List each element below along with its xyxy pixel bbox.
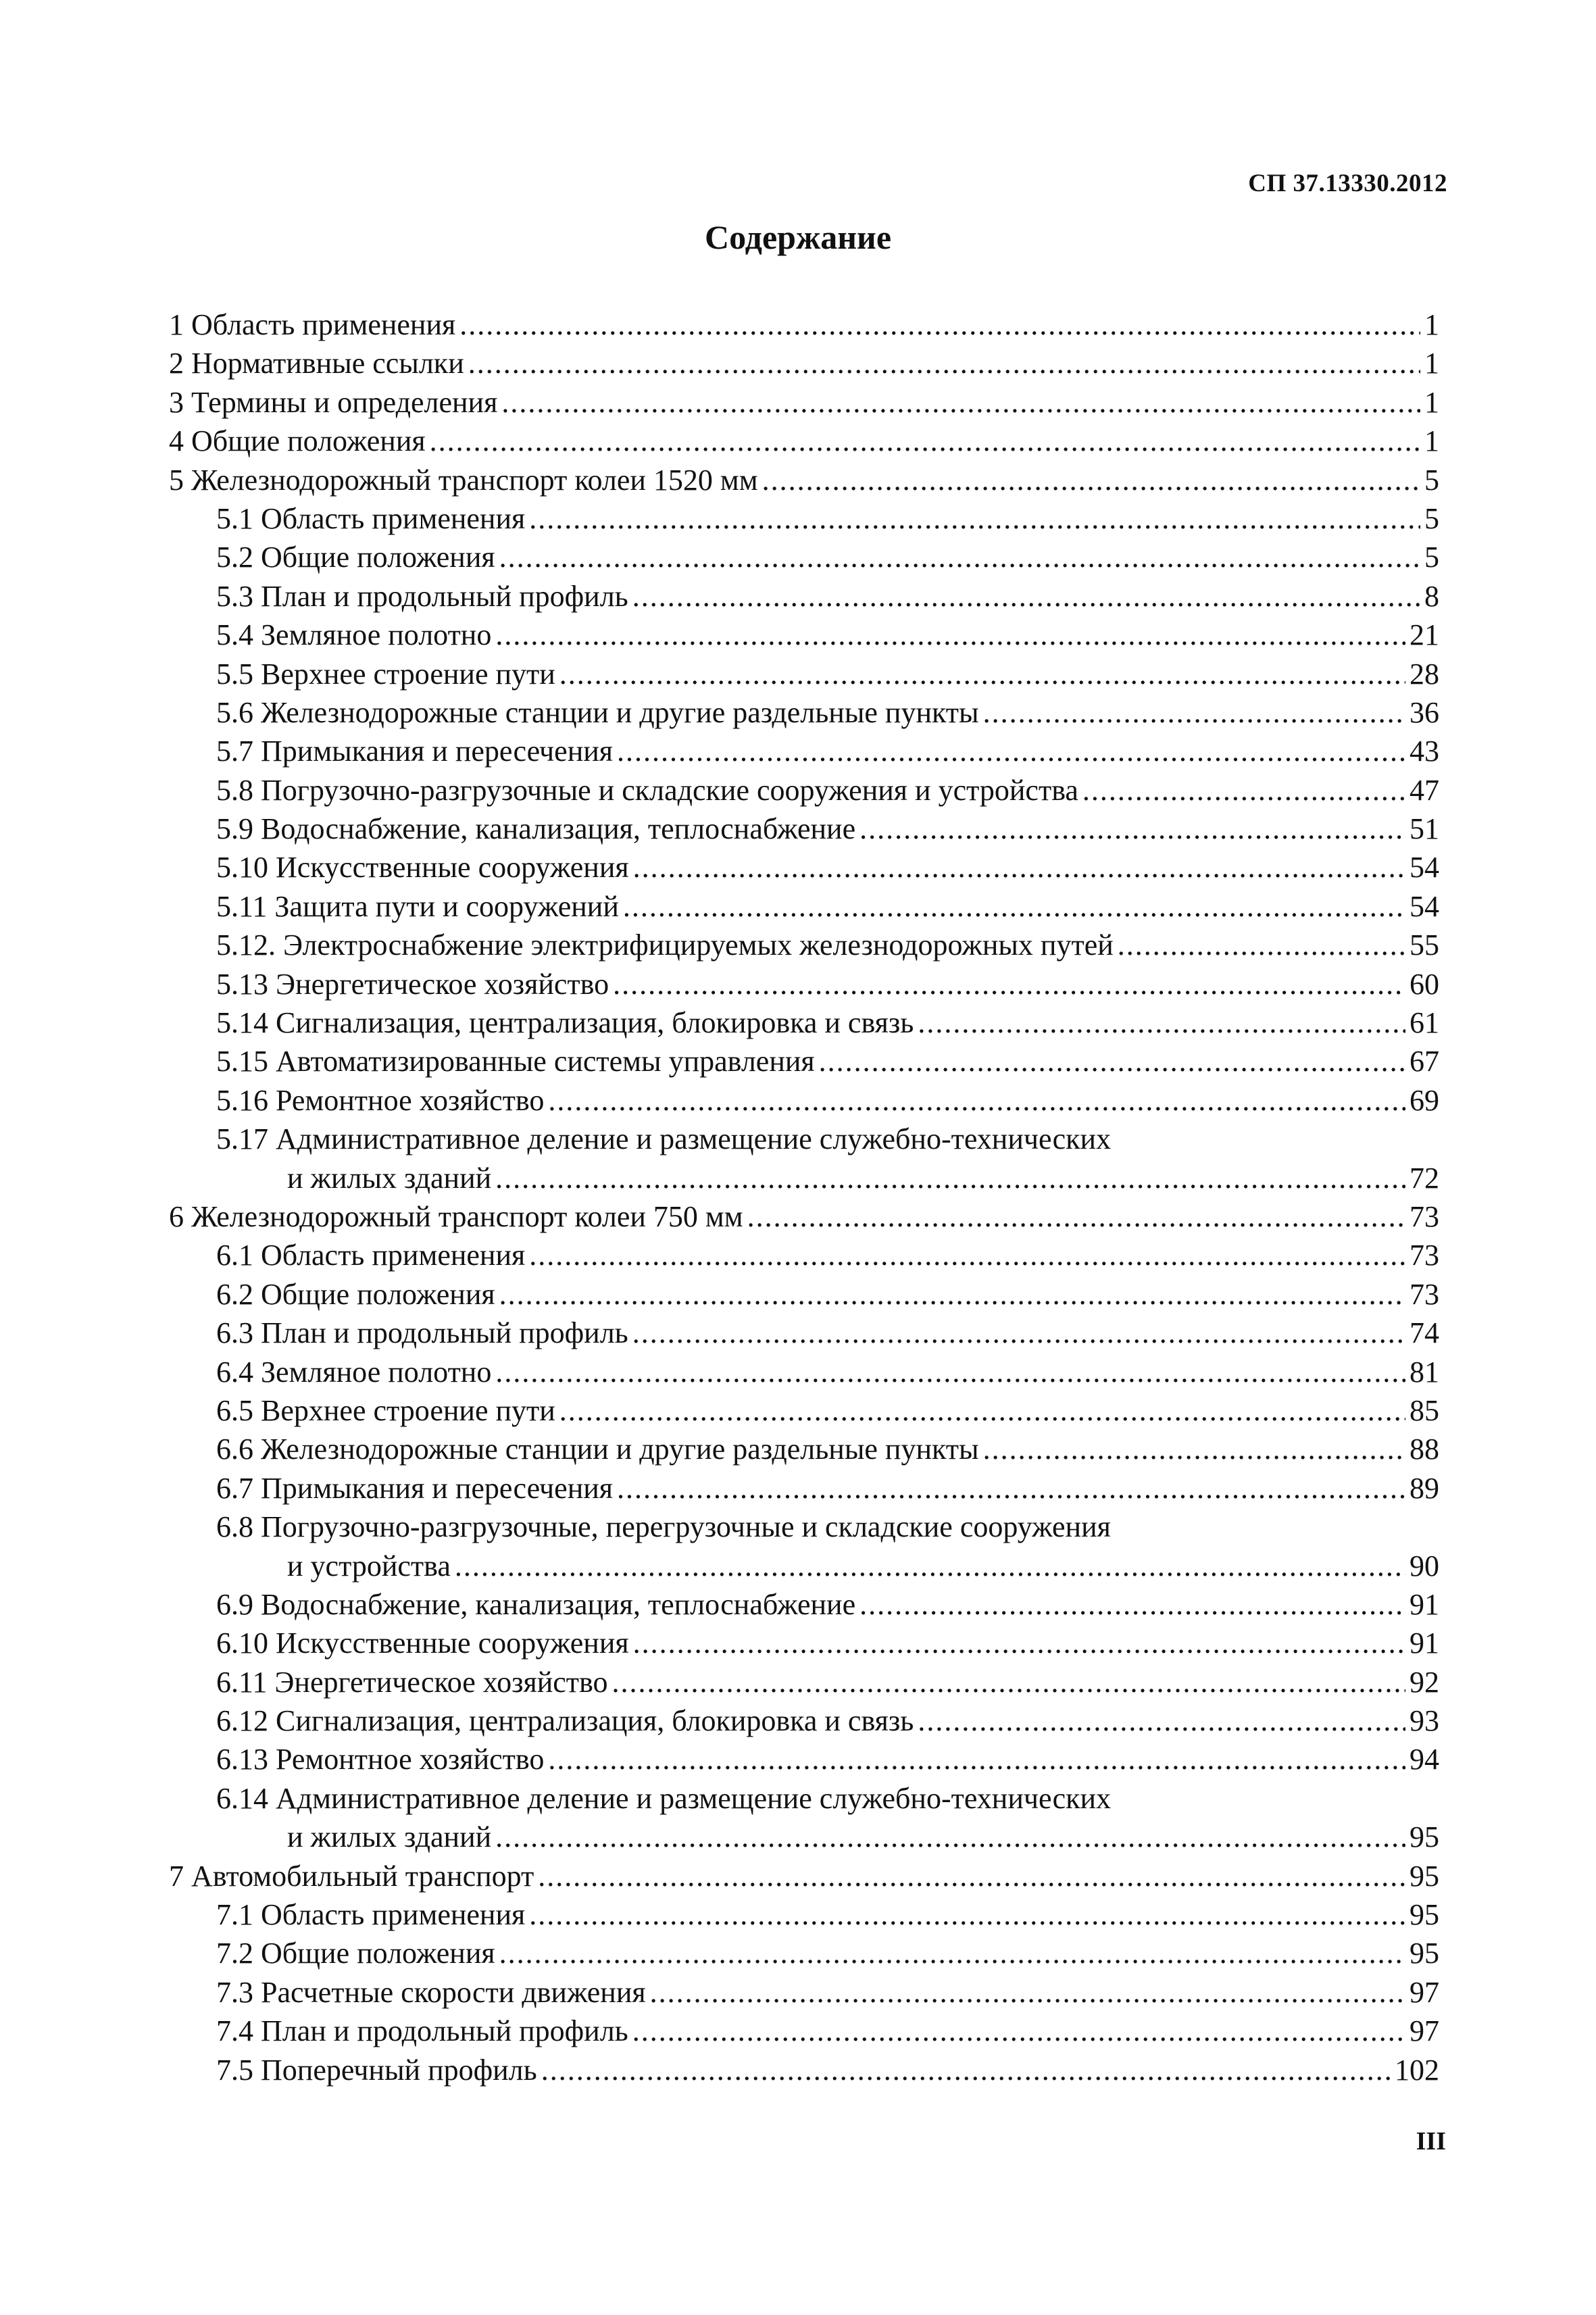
toc-entry-label: 6.3 План и продольный профиль: [216, 1316, 628, 1350]
toc-entry[interactable]: [169, 1663, 1439, 1701]
dot-leader: [617, 732, 1405, 770]
toc-entry-label: 6.12 Сигнализация, централизация, блокировка и связь: [216, 1704, 914, 1738]
dot-leader: [632, 2012, 1405, 2050]
toc-entry-label: 5.5 Верхнее строение пути: [216, 657, 555, 691]
toc-entry-label: 7.5 Поперечный профиль: [216, 2053, 537, 2087]
toc-entry-label: 5.13 Энергетическое хозяйство: [216, 967, 609, 1001]
toc-entry-label: 6.8 Погрузочно-разгрузочные, перегрузочные и складские сооружения: [216, 1510, 1111, 1544]
dot-leader: [495, 1159, 1405, 1197]
toc-entry-page: 5: [1424, 501, 1439, 535]
toc-entry[interactable]: [169, 383, 1439, 422]
toc-entry-label: 5.4 Земляное полотно: [216, 618, 492, 652]
toc-entry-label: 7.3 Расчетные скорости движения: [216, 1975, 646, 2009]
toc-entry-page: 97: [1410, 2014, 1439, 2048]
toc-entry-label: 5.8 Погрузочно-разгрузочные и складские сооружения и устройства: [216, 773, 1078, 807]
dot-leader: [548, 1740, 1405, 1778]
page-number: III: [1416, 2127, 1446, 2156]
toc-entry-page: 8: [1424, 579, 1439, 613]
toc-entry-page: 91: [1410, 1626, 1439, 1660]
toc-entry-page: 89: [1410, 1471, 1439, 1505]
toc-entry-label: 7.2 Общие положения: [216, 1937, 495, 1970]
dot-leader: [617, 1469, 1405, 1508]
toc-entry[interactable]: [169, 577, 1439, 616]
toc-entry[interactable]: [169, 965, 1439, 1003]
dot-leader: [529, 1236, 1405, 1274]
toc-entry[interactable]: [169, 305, 1439, 344]
dot-leader: [747, 1197, 1405, 1236]
toc-entry[interactable]: [169, 1003, 1439, 1042]
dot-leader: [633, 848, 1405, 887]
toc-entry[interactable]: [169, 1236, 1439, 1274]
toc-entry-page: 1: [1424, 347, 1439, 380]
toc-entry[interactable]: [169, 1895, 1439, 1934]
dot-leader: [632, 577, 1420, 616]
toc-entry[interactable]: [169, 810, 1439, 848]
toc-entry[interactable]: [169, 1585, 1439, 1624]
toc-entry-page: 91: [1410, 1587, 1439, 1621]
toc-entry[interactable]: [169, 693, 1439, 732]
toc-entry-label: 5.14 Сигнализация, централизация, блокировка и связь: [216, 1006, 914, 1040]
toc-entry-label: 2 Нормативные ссылки: [169, 347, 464, 380]
toc-entry-label: 5.2 Общие положения: [216, 541, 495, 574]
toc-entry-page: 51: [1410, 812, 1439, 846]
toc-entry-label: 5.11 Защита пути и сооружений: [216, 889, 619, 923]
toc-entry-label: и устройства: [287, 1549, 451, 1583]
document-code: СП 37.13330.2012: [1248, 170, 1447, 197]
toc-entry[interactable]: [169, 1547, 1439, 1585]
toc-entry-label: 5.15 Автоматизированные системы управления: [216, 1045, 815, 1078]
toc-entry[interactable]: [169, 1391, 1439, 1430]
toc-entry-label: 6 Железнодорожный транспорт колеи 750 мм: [169, 1199, 743, 1233]
dot-leader: [541, 2051, 1391, 2089]
toc-entry[interactable]: [169, 1818, 1439, 1856]
toc-entry-page: 1: [1424, 385, 1439, 419]
toc-entry-label: 5.9 Водоснабжение, канализация, теплоснабжение: [216, 812, 856, 846]
dot-leader: [430, 422, 1420, 460]
toc-entry-label: 5.17 Административное деление и размещение служебно-технических: [216, 1122, 1112, 1156]
toc-entry[interactable]: [169, 771, 1439, 810]
table-of-contents: [169, 305, 1439, 2089]
toc-entry[interactable]: [169, 422, 1439, 460]
dot-leader: [633, 1624, 1405, 1662]
dot-leader: [455, 1547, 1405, 1585]
toc-entry[interactable]: [169, 344, 1439, 382]
dot-leader: [859, 810, 1405, 848]
toc-entry[interactable]: [169, 2051, 1439, 2089]
dot-leader: [468, 344, 1420, 382]
toc-entry[interactable]: [169, 1857, 1439, 1895]
toc-entry-label: 3 Термины и определения: [169, 385, 498, 419]
toc-entry-page: 72: [1410, 1161, 1439, 1195]
toc-entry[interactable]: [169, 1624, 1439, 1662]
toc-entry[interactable]: [169, 926, 1439, 964]
toc-entry[interactable]: [169, 2012, 1439, 2050]
toc-entry[interactable]: [169, 1197, 1439, 1236]
toc-entry-page: 97: [1410, 1975, 1439, 2009]
toc-entry-page: 95: [1410, 1859, 1439, 1893]
toc-entry-page: 94: [1410, 1743, 1439, 1776]
dot-leader: [613, 965, 1405, 1003]
toc-entry-page: 95: [1410, 1898, 1439, 1932]
toc-entry[interactable]: [169, 848, 1439, 887]
toc-entry[interactable]: [169, 1275, 1439, 1314]
toc-entry-page: 43: [1410, 735, 1439, 768]
dot-leader: [529, 499, 1420, 538]
toc-entry[interactable]: [169, 1508, 1439, 1546]
toc-entry[interactable]: [169, 1081, 1439, 1120]
toc-entry-label: 6.11 Энергетическое хозяйство: [216, 1665, 608, 1699]
dot-leader: [559, 1391, 1405, 1430]
toc-entry-page: 81: [1410, 1355, 1439, 1389]
toc-entry[interactable]: [169, 1353, 1439, 1391]
toc-entry[interactable]: [169, 1159, 1439, 1197]
toc-entry-label: 6.5 Верхнее строение пути: [216, 1393, 555, 1427]
toc-entry-page: 92: [1410, 1665, 1439, 1699]
dot-leader: [612, 1663, 1405, 1701]
page-title: Содержание: [704, 218, 892, 256]
toc-entry-page: 95: [1410, 1937, 1439, 1970]
toc-entry-page: 5: [1424, 541, 1439, 574]
dot-leader: [459, 305, 1420, 344]
toc-entry-page: 88: [1410, 1433, 1439, 1466]
toc-entry-label: 5.3 План и продольный профиль: [216, 579, 628, 613]
toc-entry[interactable]: [169, 732, 1439, 770]
toc-entry-page: 1: [1424, 308, 1439, 341]
toc-entry-label: 6.2 Общие положения: [216, 1277, 495, 1311]
dot-leader: [501, 383, 1420, 422]
toc-entry[interactable]: [169, 655, 1439, 693]
toc-entry[interactable]: [169, 538, 1439, 576]
toc-entry-label: 1 Область применения: [169, 308, 456, 341]
toc-entry-label: 6.9 Водоснабжение, канализация, теплоснабжение: [216, 1587, 856, 1621]
toc-entry-label: 5 Железнодорожный транспорт колеи 1520 мм: [169, 463, 758, 497]
toc-entry-label: 5.1 Область применения: [216, 501, 526, 535]
toc-entry-label: 6.1 Область применения: [216, 1239, 526, 1272]
toc-entry-page: 69: [1410, 1083, 1439, 1117]
toc-entry-page: 36: [1410, 695, 1439, 729]
dot-leader: [499, 1934, 1405, 1972]
toc-entry-label: 6.14 Административное деление и размещение служебно-технических: [216, 1781, 1112, 1815]
toc-entry-label: 7 Автомобильный транспорт: [169, 1859, 534, 1893]
dot-leader: [559, 655, 1405, 693]
toc-entry-label: 6.6 Железнодорожные станции и другие раздельные пункты: [216, 1433, 979, 1466]
toc-entry-page: 85: [1410, 1393, 1439, 1427]
toc-entry[interactable]: [169, 461, 1439, 499]
toc-entry[interactable]: [169, 616, 1439, 654]
dot-leader: [983, 693, 1405, 732]
toc-entry-label: 6.13 Ремонтное хозяйство: [216, 1743, 545, 1776]
dot-leader: [499, 538, 1420, 576]
dot-leader: [1082, 771, 1405, 810]
toc-entry-page: 74: [1410, 1316, 1439, 1350]
dot-leader: [623, 887, 1405, 926]
dot-leader: [495, 1353, 1405, 1391]
toc-entry[interactable]: [169, 1430, 1439, 1468]
toc-entry-label: 5.12. Электроснабжение электрифицируемых железнодорожных путей: [216, 928, 1114, 962]
toc-entry-page: 90: [1410, 1549, 1439, 1583]
dot-leader: [918, 1701, 1405, 1740]
dot-leader: [762, 461, 1420, 499]
dot-leader: [983, 1430, 1405, 1468]
dot-leader: [859, 1585, 1405, 1624]
dot-leader: [495, 616, 1405, 654]
toc-entry-page: 73: [1410, 1277, 1439, 1311]
toc-entry[interactable]: [169, 1973, 1439, 2012]
dot-leader: [1118, 926, 1405, 964]
toc-entry-label: и жилых зданий: [287, 1820, 492, 1854]
toc-entry-label: 5.7 Примыкания и пересечения: [216, 735, 614, 768]
toc-entry-page: 55: [1410, 928, 1439, 962]
toc-entry[interactable]: [169, 1701, 1439, 1740]
toc-entry[interactable]: [169, 1314, 1439, 1352]
toc-entry-label: 7.1 Область применения: [216, 1898, 526, 1932]
dot-leader: [650, 1973, 1405, 2012]
toc-entry-page: 1: [1424, 424, 1439, 458]
toc-entry-label: 5.10 Искусственные сооружения: [216, 851, 629, 885]
toc-entry-label: 6.7 Примыкания и пересечения: [216, 1471, 614, 1505]
toc-entry-page: 47: [1410, 773, 1439, 807]
toc-entry-label: и жилых зданий: [287, 1161, 492, 1195]
dot-leader: [529, 1895, 1405, 1934]
toc-entry[interactable]: [169, 499, 1439, 538]
toc-entry-page: 93: [1410, 1704, 1439, 1738]
toc-entry[interactable]: [169, 1469, 1439, 1508]
toc-entry-label: 4 Общие положения: [169, 424, 426, 458]
dot-leader: [499, 1275, 1405, 1314]
toc-entry[interactable]: [169, 1934, 1439, 1972]
dot-leader: [632, 1314, 1405, 1352]
toc-entry-label: 5.6 Железнодорожные станции и другие раздельные пункты: [216, 695, 979, 729]
toc-entry-page: 54: [1410, 851, 1439, 885]
toc-entry-label: 7.4 План и продольный профиль: [216, 2014, 628, 2048]
toc-entry[interactable]: [169, 1740, 1439, 1778]
toc-entry-page: 60: [1410, 967, 1439, 1001]
toc-entry-page: 73: [1410, 1239, 1439, 1272]
toc-entry[interactable]: [169, 1779, 1439, 1818]
toc-entry-page: 21: [1410, 618, 1439, 652]
dot-leader: [538, 1857, 1405, 1895]
dot-leader: [495, 1818, 1405, 1856]
toc-entry[interactable]: [169, 1120, 1439, 1158]
toc-entry-label: 6.4 Земляное полотно: [216, 1355, 492, 1389]
toc-entry-page: 102: [1395, 2053, 1439, 2087]
toc-entry-page: 61: [1410, 1006, 1439, 1040]
toc-entry-label: 6.10 Искусственные сооружения: [216, 1626, 629, 1660]
toc-entry[interactable]: [169, 1042, 1439, 1080]
toc-entry-page: 95: [1410, 1820, 1439, 1854]
dot-leader: [918, 1003, 1405, 1042]
toc-entry[interactable]: [169, 887, 1439, 926]
toc-entry-page: 67: [1410, 1045, 1439, 1078]
toc-entry-page: 5: [1424, 463, 1439, 497]
toc-entry-label: 5.16 Ремонтное хозяйство: [216, 1083, 545, 1117]
toc-entry-page: 54: [1410, 889, 1439, 923]
dot-leader: [548, 1081, 1405, 1120]
dot-leader: [819, 1042, 1405, 1080]
toc-entry-page: 28: [1410, 657, 1439, 691]
toc-entry-page: 73: [1410, 1199, 1439, 1233]
